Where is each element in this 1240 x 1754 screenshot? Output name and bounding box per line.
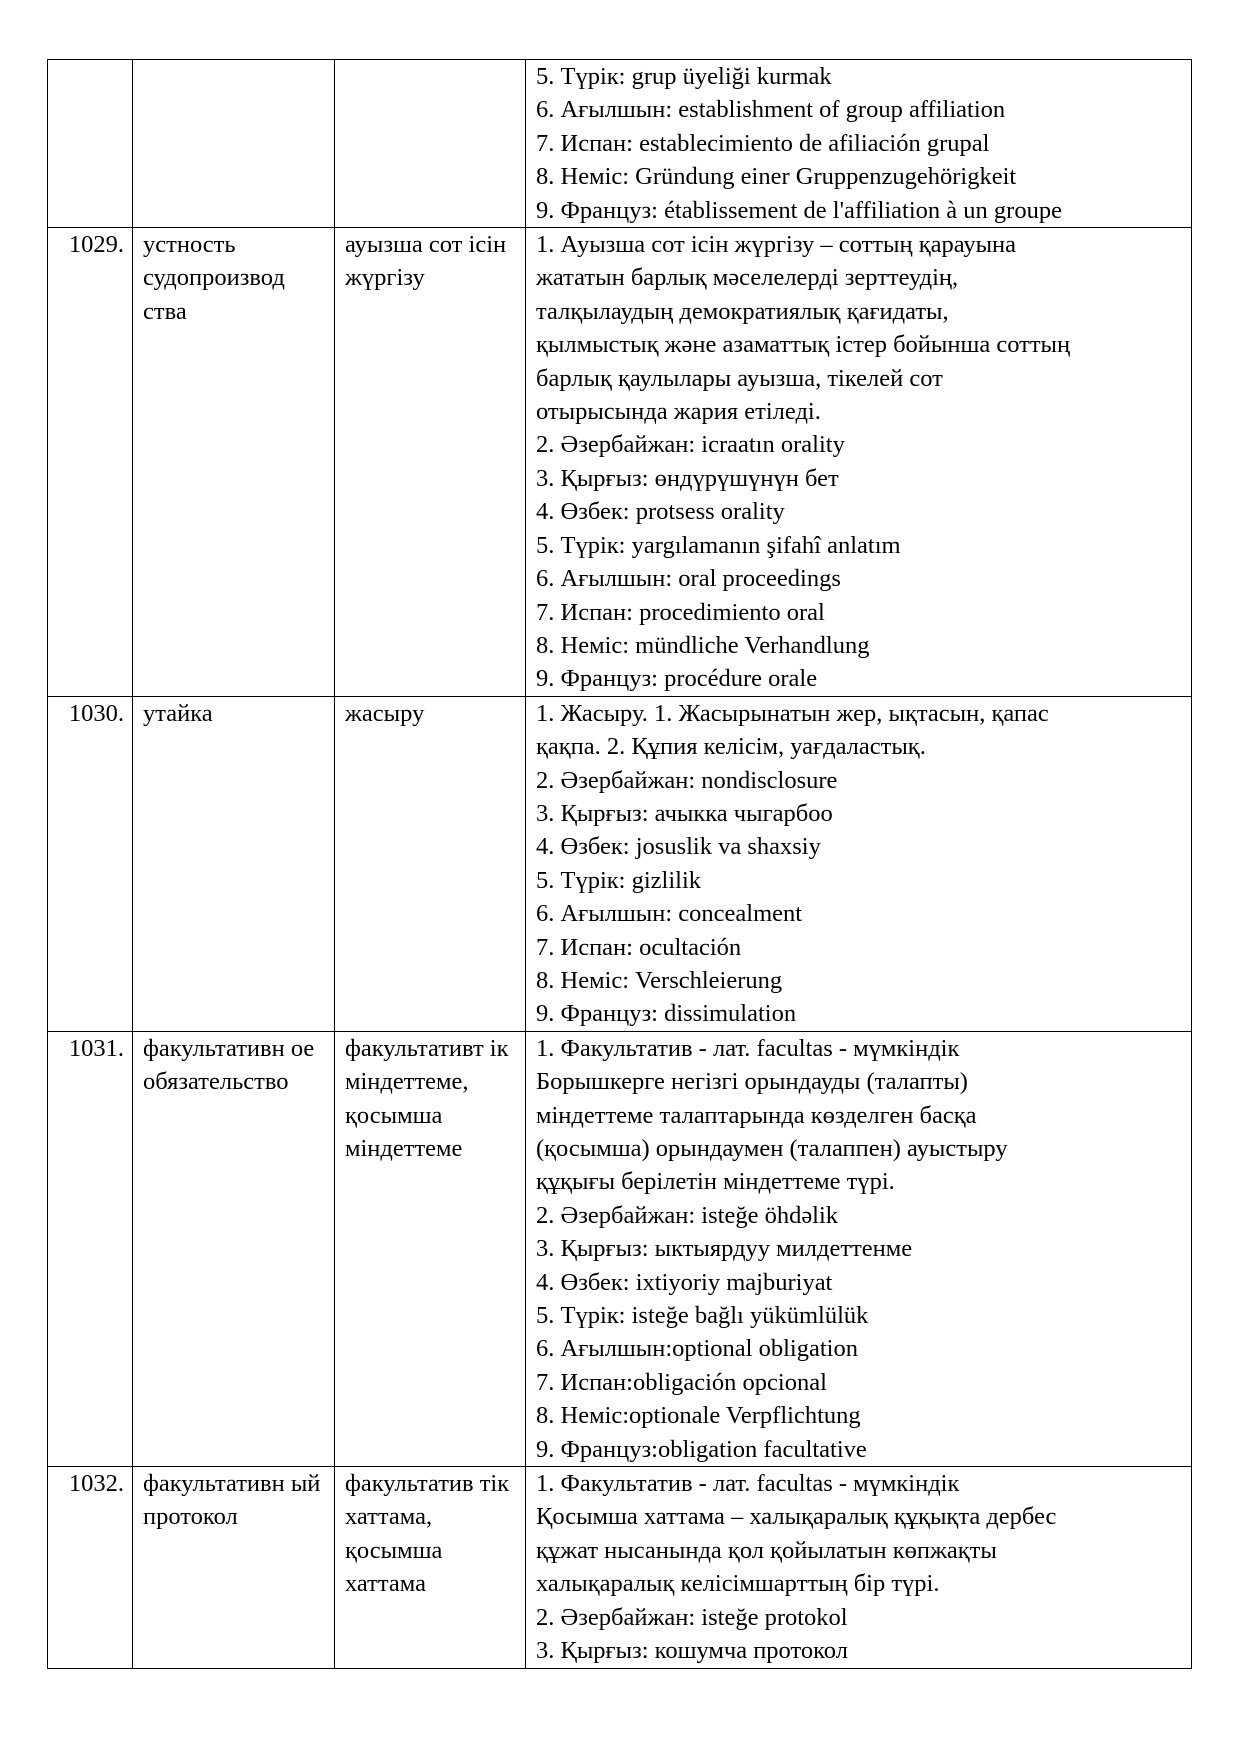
definition-line: 4. Өзбек: protsess orality xyxy=(536,498,785,526)
definition-line: 6. Ағылшын: oral proceedings xyxy=(536,565,841,593)
definition-line: 6. Ағылшын: establishment of group affiliation xyxy=(536,96,1006,124)
definition-line: 1. Факультатив - лат. facultas - мүмкіндік xyxy=(536,1034,960,1062)
definition-line: 6. Ағылшын: concealment xyxy=(536,900,803,928)
kazakh-term xyxy=(335,60,526,228)
definition-line: Борышкерге негізгі орындауды (талапты) xyxy=(536,1068,968,1096)
definition-line: 2. Әзербайжан: icraatın orality xyxy=(536,431,845,459)
dictionary-page xyxy=(47,59,1191,1669)
russian-term: устность судопроизвод ства xyxy=(133,228,335,697)
definition-line: 9. Француз:obligation facultative xyxy=(536,1435,867,1463)
definition-line: талқылаудың демократиялық қағидаты, xyxy=(536,297,949,325)
definition-line: қақпа. 2. Құпия келісім, уағдаластық. xyxy=(536,733,926,761)
definition-line: барлық қаулылары ауызша, тікелей сот xyxy=(536,364,943,392)
definition-line: отырысында жария етіледі. xyxy=(536,398,821,426)
kazakh-term: ауызша сот ісін жүргізу xyxy=(335,228,526,697)
definition-line: міндеттеме талаптарында көзделген басқа xyxy=(536,1101,977,1129)
definition-translations xyxy=(526,1031,1192,1466)
definition-line: 5. Түрік: gizlilik xyxy=(536,866,702,894)
definition-translations xyxy=(526,696,1192,1031)
definition-line: Қосымша хаттама – халықаралық құқықта дербес xyxy=(536,1503,1057,1531)
definition-line: 8. Неміс: Gründung einer Gruppenzugehörigkeit xyxy=(536,163,1017,191)
definition-line: 7. Испан:obligación opcional xyxy=(536,1368,827,1396)
definition-line: 3. Қырғыз: өндүрүшүнүн бет xyxy=(536,464,839,492)
russian-term: утайка xyxy=(133,696,335,1031)
definition-line: 5. Түрік: isteğe bağlı yükümlülük xyxy=(536,1302,869,1330)
definition-line: 3. Қырғыз: кошумча протокол xyxy=(536,1637,848,1665)
kazakh-term: факультатив тік хаттама, қосымша хаттама xyxy=(335,1467,526,1668)
glossary-table-body xyxy=(48,60,1192,1669)
definition-line: 2. Әзербайжан: isteğe protokol xyxy=(536,1603,848,1631)
definition-line: қылмыстық және азаматтық істер бойынша соттың xyxy=(536,331,1071,359)
table-row xyxy=(48,60,1192,228)
definition-line: 4. Өзбек: ixtiyoriy majburiyat xyxy=(536,1268,833,1296)
definition-line: 7. Испан: procedimiento oral xyxy=(536,598,825,626)
table-row xyxy=(48,228,1192,697)
definition-line: құжат нысанында қол қойылатын көпжақты xyxy=(536,1536,997,1564)
entry-number: 1029. xyxy=(48,228,133,697)
definition-line: 3. Қырғыз: ачыкка чыгарбоо xyxy=(536,799,833,827)
kazakh-term: факультативт ік міндеттеме, қосымша міндеттеме xyxy=(335,1031,526,1466)
russian-term xyxy=(133,60,335,228)
definition-line: 4. Өзбек: josuslik va shaxsiy xyxy=(536,833,821,861)
definition-line: жататын барлық мәселелерді зерттеудің, xyxy=(536,264,959,292)
definition-line: 7. Испан: ocultación xyxy=(536,933,742,961)
definition-line: 6. Ағылшын:optional obligation xyxy=(536,1335,858,1363)
definition-line: 3. Қырғыз: ыктыярдуу милдеттенме xyxy=(536,1235,913,1263)
definition-line: 1. Факультатив - лат. facultas - мүмкіндік xyxy=(536,1470,960,1498)
definition-line: 1. Жасыру. 1. Жасырынатын жер, ықтасын, қапас xyxy=(536,699,1049,727)
definition-translations xyxy=(526,228,1192,697)
definition-line: 2. Әзербайжан: nondisclosure xyxy=(536,766,838,794)
definition-line: 8. Неміс: Verschleierung xyxy=(536,966,783,994)
table-row xyxy=(48,1031,1192,1466)
kazakh-term: жасыру xyxy=(335,696,526,1031)
definition-line: 9. Француз: établissement de l'affiliation à un groupe xyxy=(536,196,1062,224)
russian-term: факультативн ый протокол xyxy=(133,1467,335,1668)
glossary-table xyxy=(47,59,1192,1669)
russian-term: факультативн ое обязательство xyxy=(133,1031,335,1466)
definition-translations xyxy=(526,1467,1192,1668)
entry-number: 1030. xyxy=(48,696,133,1031)
entry-number: 1032. xyxy=(48,1467,133,1668)
definition-line: 8. Неміс:optionale Verpflichtung xyxy=(536,1402,861,1430)
definition-line: 9. Француз: dissimulation xyxy=(536,1000,797,1028)
table-row xyxy=(48,1467,1192,1668)
definition-line: 5. Түрік: yargılamanın şifahî anlatım xyxy=(536,531,901,559)
definition-line: (қосымша) орындаумен (талаппен) ауыстыру xyxy=(536,1135,1008,1162)
entry-number: 1031. xyxy=(48,1031,133,1466)
definition-line: 7. Испан: establecimiento de afiliación grupal xyxy=(536,129,990,157)
definition-line: халықаралық келісімшарттың бір түрі. xyxy=(536,1570,940,1598)
definition-translations xyxy=(526,60,1192,228)
entry-number xyxy=(48,60,133,228)
definition-line: 2. Әзербайжан: isteğe öhdəlik xyxy=(536,1201,839,1229)
definition-line: 8. Неміс: mündliche Verhandlung xyxy=(536,631,870,659)
definition-line: құқығы берілетін міндеттеме түрі. xyxy=(536,1168,895,1196)
table-row xyxy=(48,696,1192,1031)
definition-line: 1. Ауызша сот ісін жүргізу – соттың қарауына xyxy=(536,231,1017,259)
definition-line: 9. Француз: procédure orale xyxy=(536,665,818,693)
definition-line: 5. Түрік: grup üyeliği kurmak xyxy=(536,63,832,90)
